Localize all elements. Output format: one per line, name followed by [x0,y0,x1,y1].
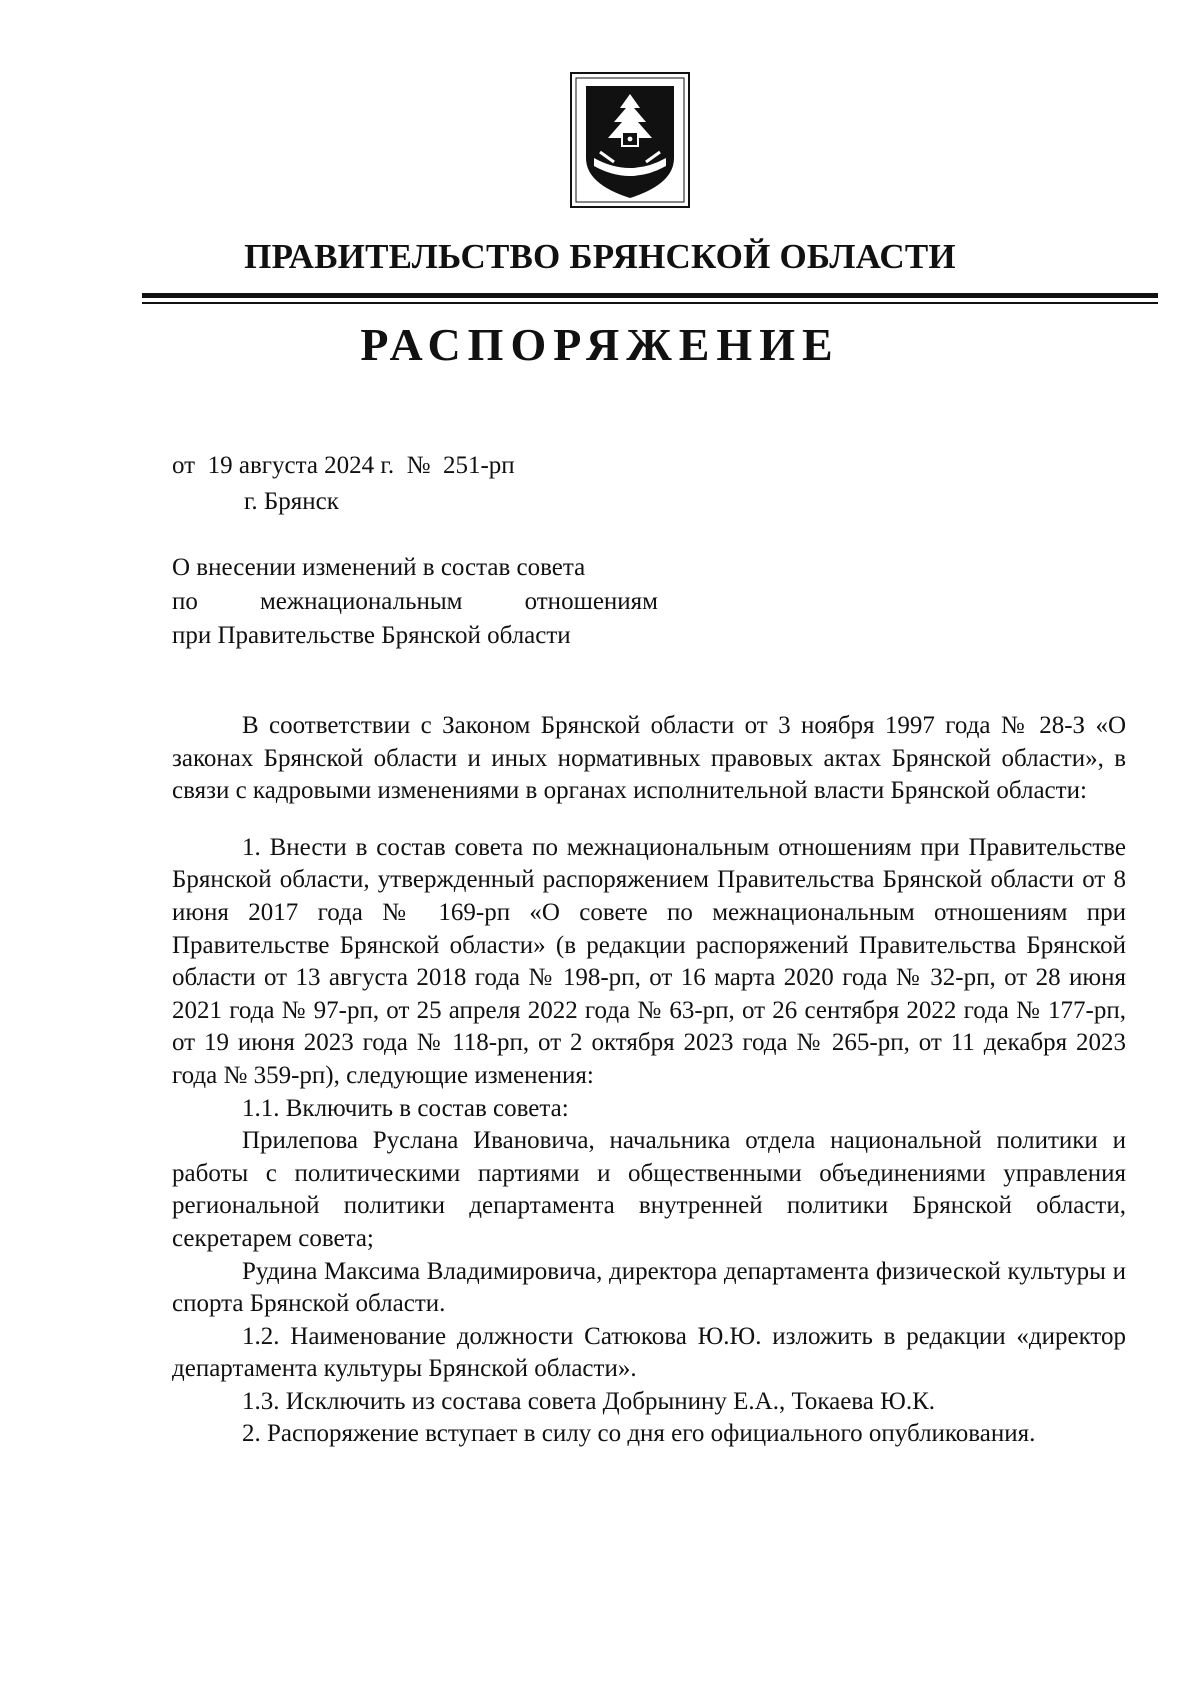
member-2-paragraph: Рудина Максима Владимировича, директора департамента физической культуры и спорта Брянской области. [172,1257,1126,1318]
item-1-3-paragraph: 1.3. Исключить из состава совета Добрынину Е.А., Токаева Ю.К. [242,1387,935,1415]
document-date-number: от 19 августа 2024 г. № 251-рп [172,452,515,479]
bryansk-coat-of-arms-icon [570,72,690,208]
document-city: г. Брянск [244,488,339,515]
item-1-paragraph: 1. Внести в состав совета по межнациональным отношениям при Правительстве Брянской области, утвержденный распоряжением Правительства Брянской области от 8 июня 2017 года № 169-рп «О совете по межнациональным отношениям при Правительстве Брянской области» (в редакции распоряжений Правительства Брянской области от 13 августа 2018 года № 198-рп, от 16 марта 2020 года № 32-рп, от 28 июня 2021 года № 97-рп, от 25 апреля 2022 года № 63-рп, от 26 сентября 2022 года № 177-рп, от 19 июня 2023 года № 118-рп, от 2 октября 2023 года № 265-рп, от 11 декабря 2023 года № 359-рп), следующие изменения: [172,833,1126,1089]
subject-line-1: О внесении изменений в состав совета [172,554,586,581]
member-1-paragraph: Прилепова Руслана Ивановича, начальника отдела национальной политики и работы с политическими партиями и общественными объединениями управления региональной политики департамента внутренней политики Брянской области, секретарем совета; [172,1127,1126,1252]
subject-line-2: по межнациональным отношениям [172,588,658,615]
document-body [172,710,1126,1451]
item-1-2-paragraph: 1.2. Наименование должности Сатюкова Ю.Ю. изложить в редакции «директор департамента культуры Брянской области». [172,1322,1126,1383]
subject-line-3: при Правительстве Брянской области [172,622,571,649]
document-subject [172,551,658,653]
document-type-title: РАСПОРЯЖЕНИЕ [360,319,840,370]
item-1-1-paragraph: 1.1. Включить в состав совета: [242,1094,569,1122]
preamble-paragraph: В соответствии с Законом Брянской области от 3 ноября 1997 года № 28-З «О законах Брянской области и иных нормативных правовых актах Брянской области», в связи с кадровыми изменениями в органах исполнительной власти Брянской области: [172,712,1126,805]
header-divider-thin [142,302,1158,304]
header-divider-thick [142,293,1158,298]
organization-title: ПРАВИТЕЛЬСТВО БРЯНСКОЙ ОБЛАСТИ [244,237,956,276]
item-2-paragraph: 2. Распоряжение вступает в силу со дня его официального опубликования. [242,1420,1036,1448]
